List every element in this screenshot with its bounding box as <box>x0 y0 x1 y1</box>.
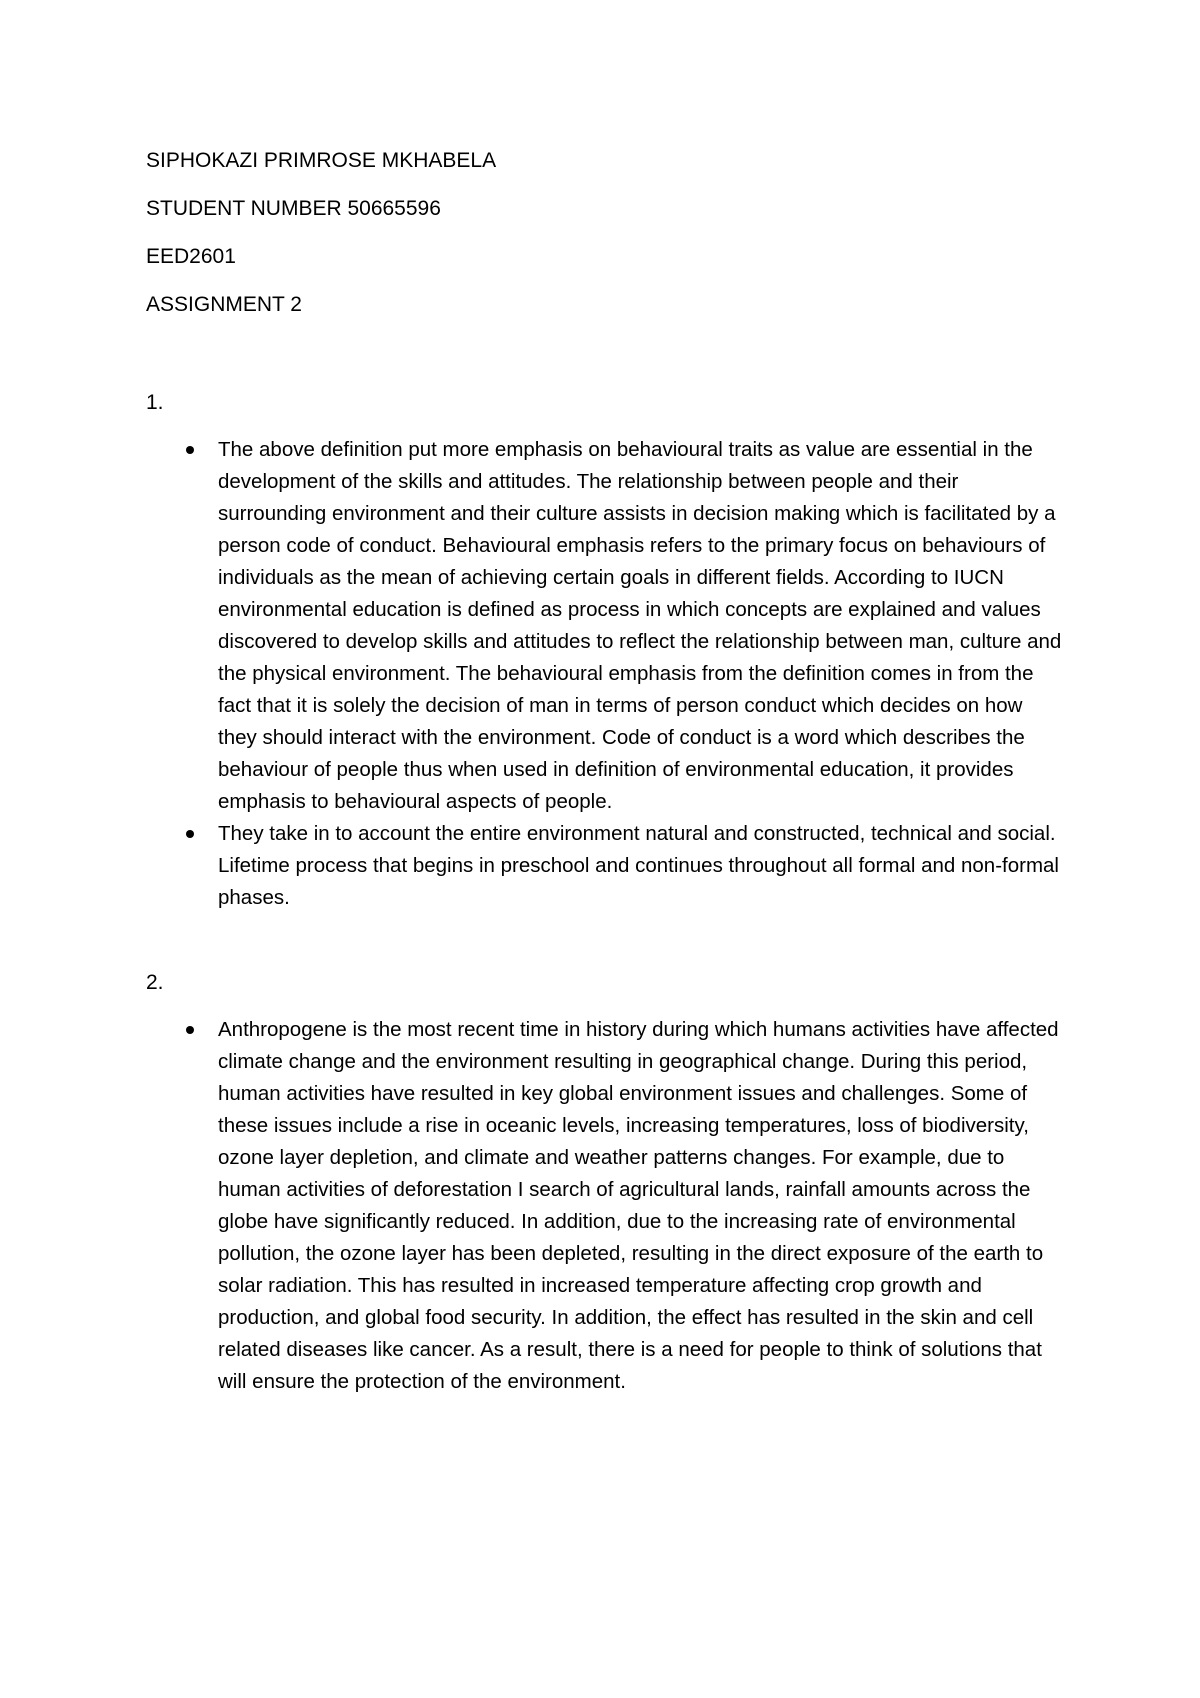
bullet-icon <box>186 830 194 838</box>
question-2-answers <box>186 1014 1066 1398</box>
question-1-number: 1. <box>146 391 164 414</box>
question-1-answers <box>186 434 1066 914</box>
question-2-number: 2. <box>146 971 164 994</box>
assignment-title: ASSIGNMENT 2 <box>146 293 302 316</box>
list-item <box>186 434 1066 818</box>
answer-text: They take in to account the entire environment natural and constructed, technical and social. Lifetime process that begins in preschool and continues throughout all formal and non-formal phases. <box>218 822 1059 909</box>
list-item <box>186 1014 1066 1398</box>
list-item <box>186 818 1066 914</box>
bullet-icon <box>186 446 194 454</box>
student-name: SIPHOKAZI PRIMROSE MKHABELA <box>146 149 497 172</box>
bullet-icon <box>186 1026 194 1034</box>
course-code: EED2601 <box>146 245 236 268</box>
answer-text: Anthropogene is the most recent time in history during which humans activities have affected climate change and the environment resulting in geographical change. During this period, human activities have resulted in key global environment issues and challenges. Some of these issues include a rise in oceanic levels, increasing temperatures, loss of biodiversity, ozone layer depletion, and climate and weather patterns changes. For example, due to human activities of deforestation I search of agricultural lands, rainfall amounts across the globe have significantly reduced. In addition, due to the increasing rate of environmental pollution, the ozone layer has been depleted, resulting in the direct exposure of the earth to solar radiation. This has resulted in increased temperature affecting crop growth and production, and global food security. In addition, the effect has resulted in the skin and cell related diseases like cancer. As a result, there is a need for people to think of solutions that will ensure the protection of the environment. <box>218 1018 1059 1393</box>
answer-text: The above definition put more emphasis on behavioural traits as value are essential in the development of the skills and attitudes. The relationship between people and their surrounding environment and their culture assists in decision making which is facilitated by a person code of conduct. Behavioural emphasis refers to the primary focus on behaviours of individuals as the mean of achieving certain goals in different fields. According to IUCN environmental education is defined as process in which concepts are explained and values discovered to develop skills and attitudes to reflect the relationship between man, culture and the physical environment. The behavioural emphasis from the definition comes in from the fact that it is solely the decision of man in terms of person conduct which decides on how they should interact with the environment. Code of conduct is a word which describes the behaviour of people thus when used in definition of environmental education, it provides emphasis to behavioural aspects of people. <box>218 438 1062 813</box>
student-number: STUDENT NUMBER 50665596 <box>146 197 441 220</box>
